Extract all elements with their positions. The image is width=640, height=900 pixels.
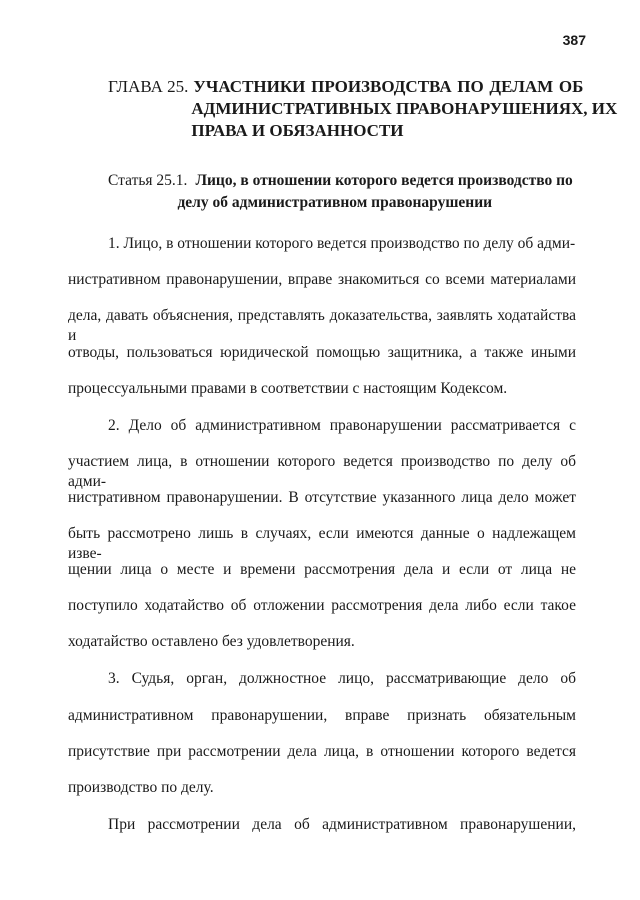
- article-title-line-2: делу об административном правонарушении: [177, 194, 493, 211]
- paragraph-2-line: ходатайство оставлено без удовлетворения.: [68, 633, 355, 650]
- paragraph-2-line: поступило ходатайство об отложении рассмотрения дела либо если такое: [68, 597, 576, 614]
- chapter-title-word: УЧАСТНИКИ: [193, 77, 306, 96]
- paragraph-2-line: 2. Дело об административном правонарушении рассматривается с: [108, 417, 576, 434]
- chapter-title: [193, 76, 617, 142]
- paragraph-2-line: щении лица о месте и времени рассмотрения дела и если от лица не: [68, 561, 576, 578]
- paragraph-1-line: нистративном правонарушении, вправе знакомиться со всеми материалами: [68, 271, 576, 288]
- paragraph-2-line: быть рассмотрено лишь в случаях, если имеются данные о надлежащем изве-: [68, 525, 576, 562]
- chapter-title-word: ОБ: [558, 77, 584, 96]
- chapter-title-line-1: [193, 76, 583, 98]
- chapter-title-line-2: АДМИНИСТРАТИВНЫХ ПРАВОНАРУШЕНИЯХ, ИХ: [191, 99, 618, 118]
- article-heading: [108, 170, 588, 214]
- chapter-title-word: ПО: [457, 77, 484, 96]
- chapter-title-word: ДЕЛАМ: [489, 77, 554, 96]
- paragraph-3-line: административном правонарушении, вправе признать обязательным: [68, 707, 576, 724]
- chapter-title-line-3: ПРАВА И ОБЯЗАННОСТИ: [191, 121, 404, 140]
- article-title-line-1: Лицо, в отношении которого ведется производство по: [195, 172, 573, 189]
- chapter-title-word: ПРОИЗВОДСТВА: [311, 77, 452, 96]
- paragraph-3-line: присутствие при рассмотрении дела лица, в отношении которого ведется: [68, 743, 576, 760]
- paragraph-3-line: 3. Судья, орган, должностное лицо, рассматривающие дело об: [108, 670, 576, 687]
- chapter-heading: [108, 76, 618, 142]
- paragraph-1-line: отводы, пользоваться юридической помощью защитника, а также иными: [68, 344, 576, 361]
- paragraph-4-line: При рассмотрении дела об административном правонарушении,: [108, 816, 576, 833]
- article-label: Статья 25.1.: [108, 172, 188, 189]
- paragraph-1-line: процессуальными правами в соответствии с настоящим Кодексом.: [68, 380, 508, 397]
- article-title: [177, 170, 573, 214]
- paragraph-1-line: дела, давать объяснения, представлять доказательства, заявлять ходатайства и: [68, 307, 576, 344]
- chapter-label: ГЛАВА 25.: [108, 77, 189, 96]
- paragraph-2-line: участием лица, в отношении которого ведется производство по делу об адми-: [68, 453, 576, 490]
- page-number: 387: [562, 32, 586, 48]
- paragraph-1-line: 1. Лицо, в отношении которого ведется производство по делу об адми-: [108, 235, 576, 252]
- paragraph-2-line: нистративном правонарушении. В отсутствие указанного лица дело может: [68, 489, 576, 506]
- paragraph-3-line: производство по делу.: [68, 779, 214, 796]
